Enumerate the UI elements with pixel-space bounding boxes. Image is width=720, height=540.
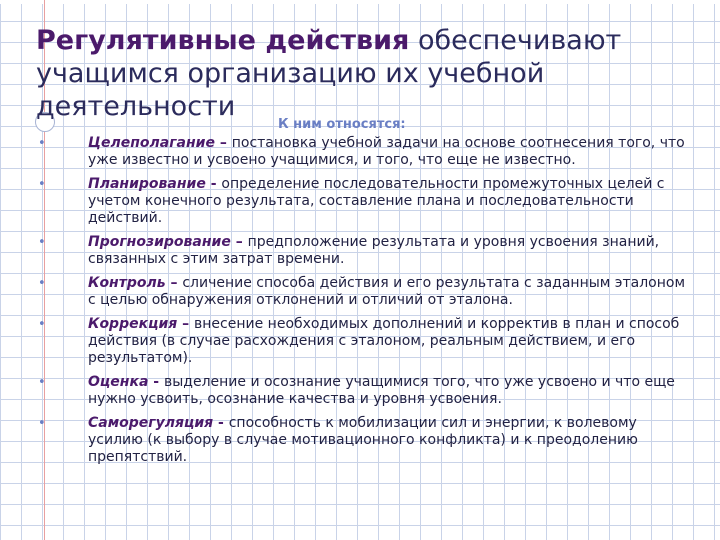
title-rest: обеспечивают учащимся организацию их учебной деятельности (36, 25, 622, 122)
bullet-icon: • (38, 375, 46, 390)
bullet-icon: • (38, 416, 46, 431)
bullet-icon: • (38, 276, 46, 291)
item-term: Планирование (88, 176, 206, 192)
item-term: Целеполагание (88, 135, 215, 151)
list-item (38, 275, 688, 309)
item-term: Оценка (88, 374, 149, 390)
slide-title (36, 24, 676, 123)
list-item (38, 176, 688, 227)
list-item (38, 234, 688, 268)
item-text: внесение необходимых дополнений и корректив в план и способ действия (в случае расхождения с эталоном, реальным действием, и его результатом). (88, 316, 680, 366)
title-bold: Регулятивные действия (36, 25, 410, 56)
item-text: постановка учебной задачи на основе соотнесения того, что уже известно и усвоено учащимися, и того, что еще не известно. (88, 135, 685, 168)
bullet-icon: • (38, 235, 46, 250)
item-separator: – (177, 316, 195, 332)
item-text: определение последовательности промежуточных целей с учетом конечного результата, составление плана и последовательности действий. (88, 176, 665, 226)
bullet-icon: • (38, 136, 46, 151)
item-term: Коррекция (88, 316, 178, 332)
bullet-icon: • (38, 317, 46, 332)
item-separator: – (214, 135, 232, 151)
item-separator: - (213, 415, 229, 431)
item-separator: – (230, 234, 248, 250)
list-item (38, 415, 688, 466)
item-separator: - (148, 374, 164, 390)
item-text: выделение и осознание учащимися того, что уже усвоено и что еще нужно усвоить, осознание качества и уровня усвоения. (88, 374, 675, 407)
list-item (38, 374, 688, 408)
top-border (0, 0, 720, 4)
item-separator: – (165, 275, 183, 291)
bullet-icon: • (38, 177, 46, 192)
subheading: К ним относятся: (278, 117, 406, 132)
item-text: сличение способа действия и его результата с заданным эталоном с целью обнаружения отклонений и отличий от эталона. (88, 275, 686, 308)
list-item (38, 135, 688, 169)
item-separator: - (205, 176, 222, 192)
actions-list (38, 135, 688, 473)
list-item (38, 316, 688, 367)
item-text: способность к мобилизации сил и энергии, к волевому усилию (к выбору в случае мотивационного конфликта) и к преодолению препятствий. (88, 415, 638, 465)
item-term: Контроль (88, 275, 166, 291)
item-text: предположение результата и уровня усвоения знаний, связанных с этим затрат времени. (88, 234, 660, 267)
item-term: Прогнозирование (88, 234, 231, 250)
item-term: Саморегуляция (88, 415, 214, 431)
